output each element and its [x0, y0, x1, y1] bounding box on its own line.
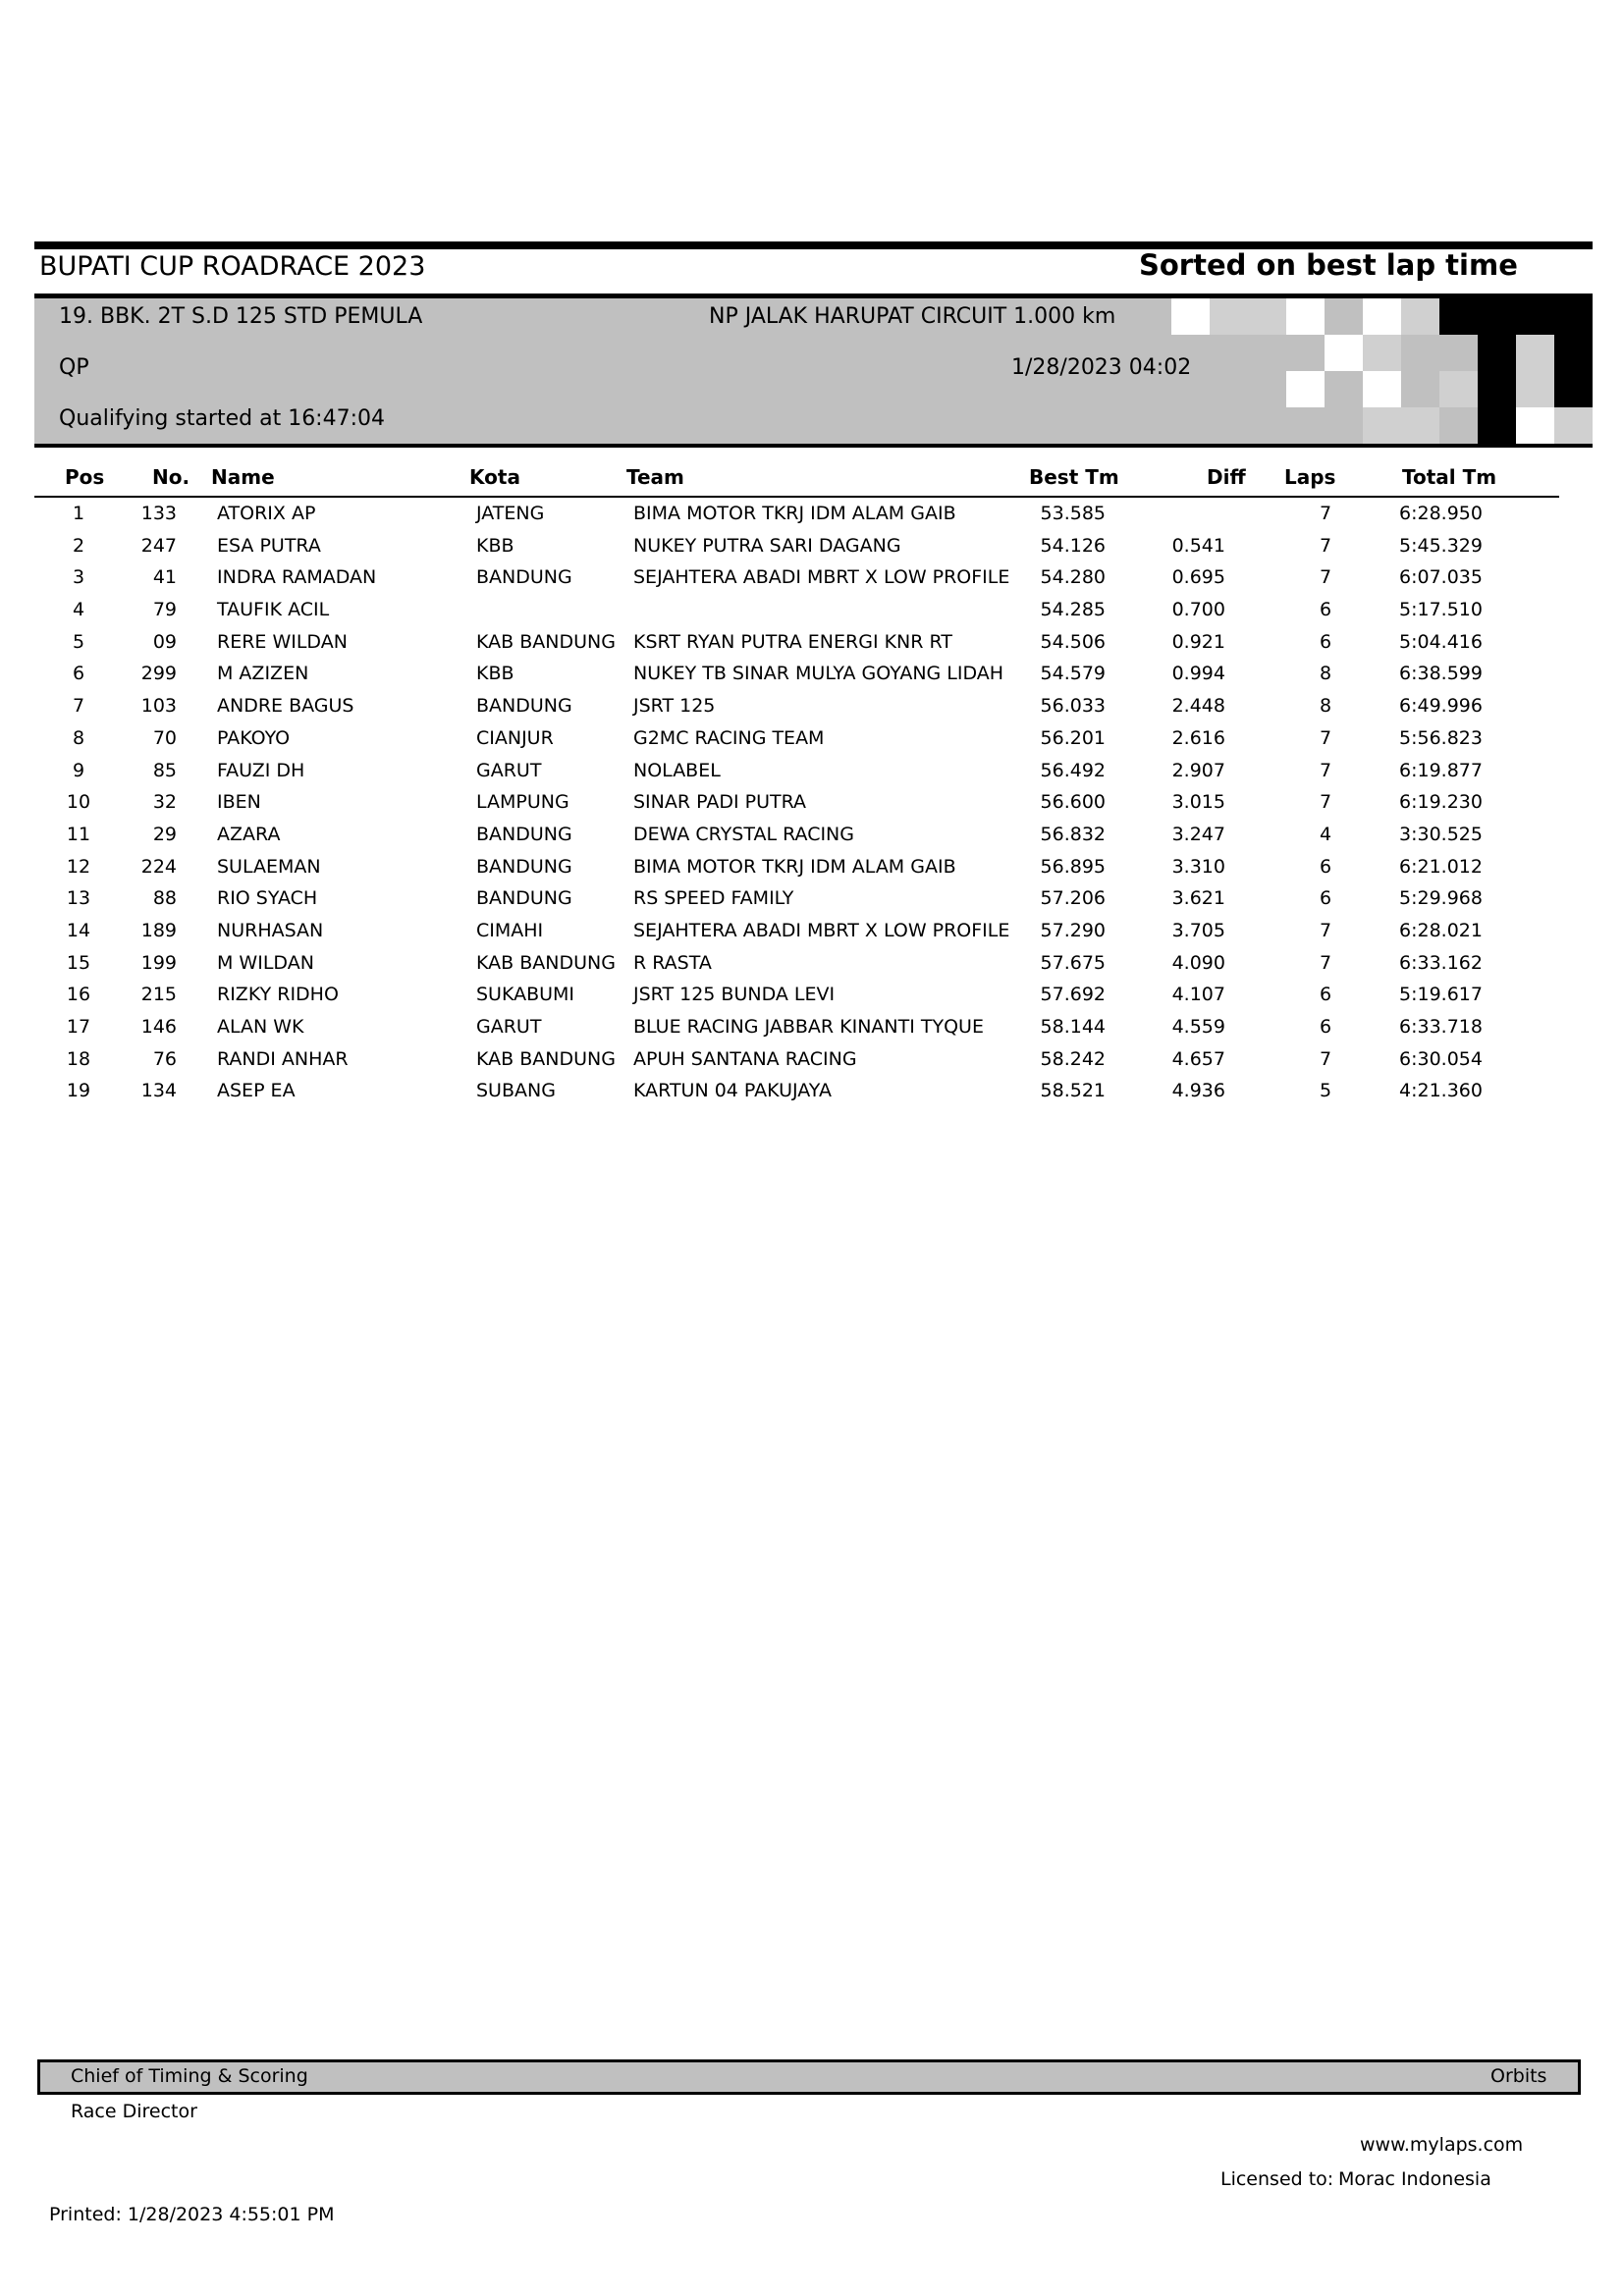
cell-no: 146	[140, 1016, 177, 1038]
flag-square	[1478, 298, 1516, 335]
cell-diff: 0.921	[1171, 630, 1225, 653]
session-date-time: 1/28/2023 04:02	[1011, 355, 1192, 380]
cell-kota: BANDUNG	[476, 855, 572, 878]
cell-name: ANDRE BAGUS	[217, 695, 354, 718]
cell-pos: 3	[72, 566, 85, 589]
cell-no: 29	[152, 823, 177, 845]
cell-no: 215	[140, 984, 177, 1006]
table-row	[0, 498, 1623, 530]
cell-laps: 6	[1319, 1016, 1332, 1038]
cell-pos: 19	[66, 1080, 91, 1102]
cell-best-time: 54.126	[1040, 534, 1106, 557]
flag-square	[1171, 298, 1210, 335]
cell-kota: JATENG	[476, 503, 545, 524]
table-row	[0, 1075, 1623, 1107]
cell-pos: 16	[66, 984, 91, 1006]
cell-laps: 7	[1319, 1047, 1332, 1070]
cell-diff: 0.695	[1171, 566, 1225, 589]
circuit-name: NP JALAK HARUPAT CIRCUIT 1.000 km	[709, 304, 1116, 329]
cell-diff: 4.657	[1171, 1047, 1225, 1070]
class-name: 19. BBK. 2T S.D 125 STD PEMULA	[59, 304, 423, 329]
website-link[interactable]: www.mylaps.com	[1360, 2134, 1524, 2156]
cell-name: RANDI ANHAR	[217, 1047, 349, 1070]
col-header-pos: Pos	[65, 465, 105, 489]
table-row	[0, 755, 1623, 787]
cell-team: BLUE RACING JABBAR KINANTI TYQUE	[633, 1016, 984, 1038]
cell-team: JSRT 125	[633, 695, 716, 718]
cell-total-time: 6:28.021	[1399, 919, 1483, 941]
cell-name: ESA PUTRA	[217, 534, 321, 557]
cell-name: ATORIX AP	[217, 503, 316, 524]
cell-total-time: 6:33.162	[1399, 951, 1483, 974]
flag-square	[1516, 335, 1554, 371]
cell-total-time: 6:30.054	[1399, 1047, 1483, 1070]
cell-no: 224	[140, 855, 177, 878]
flag-square	[1363, 298, 1401, 335]
cell-pos: 11	[66, 823, 91, 845]
table-row	[0, 722, 1623, 755]
cell-diff: 4.559	[1171, 1016, 1225, 1038]
cell-kota: SUKABUMI	[476, 984, 575, 1006]
cell-diff: 3.247	[1171, 823, 1225, 845]
cell-kota: BANDUNG	[476, 566, 572, 589]
cell-team: BIMA MOTOR TKRJ IDM ALAM GAIB	[633, 503, 956, 524]
cell-best-time: 57.692	[1040, 984, 1106, 1006]
cell-pos: 8	[72, 726, 85, 749]
col-header-diff: Diff	[1207, 465, 1246, 489]
table-row	[0, 561, 1623, 594]
cell-total-time: 3:30.525	[1399, 823, 1483, 845]
table-row	[0, 594, 1623, 626]
cell-name: RIZKY RIDHO	[217, 984, 339, 1006]
cell-pos: 6	[72, 663, 85, 685]
cell-laps: 8	[1319, 695, 1332, 718]
cell-team: NUKEY PUTRA SARI DAGANG	[633, 534, 901, 557]
cell-no: 70	[152, 726, 177, 749]
cell-pos: 15	[66, 951, 91, 974]
cell-best-time: 56.600	[1040, 791, 1106, 814]
cell-team: APUH SANTANA RACING	[633, 1047, 857, 1070]
table-row	[0, 819, 1623, 851]
col-header-team: Team	[626, 465, 684, 489]
cell-no: 85	[152, 759, 177, 781]
cell-diff: 3.621	[1171, 887, 1225, 910]
cell-laps: 7	[1319, 791, 1332, 814]
cell-kota: SUBANG	[476, 1080, 556, 1102]
cell-laps: 7	[1319, 566, 1332, 589]
cell-team: R RASTA	[633, 951, 712, 974]
cell-best-time: 56.201	[1040, 726, 1106, 749]
cell-team: BIMA MOTOR TKRJ IDM ALAM GAIB	[633, 855, 956, 878]
cell-best-time: 58.144	[1040, 1016, 1106, 1038]
cell-team: SEJAHTERA ABADI MBRT X LOW PROFILE	[633, 919, 1010, 941]
cell-no: 76	[152, 1047, 177, 1070]
table-row	[0, 851, 1623, 883]
table-row	[0, 530, 1623, 562]
cell-kota: CIANJUR	[476, 726, 554, 749]
col-header-name: Name	[211, 465, 275, 489]
flag-square	[1554, 335, 1593, 371]
cell-best-time: 56.033	[1040, 695, 1106, 718]
cell-team: NUKEY TB SINAR MULYA GOYANG LIDAH	[633, 663, 1004, 685]
flag-square	[1439, 298, 1478, 335]
cell-team: NOLABEL	[633, 759, 721, 781]
flag-square	[1554, 298, 1593, 335]
cell-diff: 4.936	[1171, 1080, 1225, 1102]
cell-diff: 0.541	[1171, 534, 1225, 557]
cell-best-time: 57.290	[1040, 919, 1106, 941]
flag-square	[1210, 298, 1248, 335]
cell-team: DEWA CRYSTAL RACING	[633, 823, 854, 845]
col-header-laps: Laps	[1284, 465, 1336, 489]
cell-pos: 4	[72, 599, 85, 621]
table-row	[0, 658, 1623, 690]
flag-square	[1516, 298, 1554, 335]
cell-team: G2MC RACING TEAM	[633, 726, 825, 749]
table-row	[0, 882, 1623, 915]
cell-pos: 17	[66, 1016, 91, 1038]
cell-name: PAKOYO	[217, 726, 291, 749]
flag-square	[1554, 407, 1593, 444]
race-director-label: Race Director	[71, 2101, 197, 2122]
cell-best-time: 53.585	[1040, 503, 1106, 524]
cell-total-time: 4:21.360	[1399, 1080, 1483, 1102]
cell-name: ASEP EA	[217, 1080, 296, 1102]
cell-kota: GARUT	[476, 1016, 542, 1038]
cell-diff: 2.616	[1171, 726, 1225, 749]
flag-square	[1516, 407, 1554, 444]
licensed-to-label: Licensed to:	[1220, 2168, 1334, 2190]
cell-name: RIO SYACH	[217, 887, 318, 910]
cell-total-time: 5:56.823	[1399, 726, 1483, 749]
cell-no: 133	[140, 503, 177, 524]
cell-total-time: 6:38.599	[1399, 663, 1483, 685]
cell-laps: 6	[1319, 887, 1332, 910]
cell-laps: 8	[1319, 663, 1332, 685]
cell-name: SULAEMAN	[217, 855, 321, 878]
cell-kota: KAB BANDUNG	[476, 1047, 616, 1070]
cell-kota: BANDUNG	[476, 695, 572, 718]
table-row	[0, 979, 1623, 1011]
cell-best-time: 54.506	[1040, 630, 1106, 653]
cell-diff: 2.448	[1171, 695, 1225, 718]
licensee-name: Morac Indonesia	[1338, 2168, 1491, 2190]
cell-no: 41	[152, 566, 177, 589]
cell-name: FAUZI DH	[217, 759, 305, 781]
col-header-kota: Kota	[469, 465, 520, 489]
cell-team: SEJAHTERA ABADI MBRT X LOW PROFILE	[633, 566, 1010, 589]
cell-best-time: 54.280	[1040, 566, 1106, 589]
cell-total-time: 6:19.877	[1399, 759, 1483, 781]
cell-team: KSRT RYAN PUTRA ENERGI KNR RT	[633, 630, 952, 653]
flag-square	[1554, 371, 1593, 407]
cell-laps: 6	[1319, 630, 1332, 653]
cell-diff: 2.907	[1171, 759, 1225, 781]
cell-no: 79	[152, 599, 177, 621]
flag-square	[1478, 371, 1516, 407]
cell-team: RS SPEED FAMILY	[633, 887, 794, 910]
flag-square	[1363, 371, 1401, 407]
cell-laps: 7	[1319, 759, 1332, 781]
flag-square	[1516, 371, 1554, 407]
cell-total-time: 6:33.718	[1399, 1016, 1483, 1038]
cell-kota: KAB BANDUNG	[476, 630, 616, 653]
cell-laps: 7	[1319, 534, 1332, 557]
cell-best-time: 58.242	[1040, 1047, 1106, 1070]
cell-team: JSRT 125 BUNDA LEVI	[633, 984, 836, 1006]
table-row	[0, 1043, 1623, 1076]
cell-kota: KAB BANDUNG	[476, 951, 616, 974]
cell-best-time: 57.206	[1040, 887, 1106, 910]
cell-best-time: 54.285	[1040, 599, 1106, 621]
cell-total-time: 5:45.329	[1399, 534, 1483, 557]
cell-diff: 4.107	[1171, 984, 1225, 1006]
col-header-best-time: Best Tm	[1029, 465, 1119, 489]
cell-diff: 3.015	[1171, 791, 1225, 814]
cell-pos: 10	[66, 791, 91, 814]
orbits-label: Orbits	[1490, 2065, 1547, 2087]
cell-pos: 13	[66, 887, 91, 910]
flag-square	[1401, 407, 1439, 444]
flag-square	[1248, 298, 1286, 335]
cell-name: M WILDAN	[217, 951, 314, 974]
cell-no: 134	[140, 1080, 177, 1102]
table-row	[0, 786, 1623, 819]
cell-laps: 6	[1319, 599, 1332, 621]
cell-pos: 2	[72, 534, 85, 557]
cell-laps: 7	[1319, 503, 1332, 524]
cell-kota: LAMPUNG	[476, 791, 569, 814]
cell-laps: 6	[1319, 855, 1332, 878]
cell-total-time: 5:17.510	[1399, 599, 1483, 621]
cell-pos: 18	[66, 1047, 91, 1070]
cell-diff: 3.310	[1171, 855, 1225, 878]
cell-laps: 6	[1319, 984, 1332, 1006]
cell-kota: BANDUNG	[476, 887, 572, 910]
cell-kota: CIMAHI	[476, 919, 544, 941]
cell-total-time: 5:04.416	[1399, 630, 1483, 653]
cell-pos: 12	[66, 855, 91, 878]
cell-no: 88	[152, 887, 177, 910]
cell-total-time: 6:28.950	[1399, 503, 1483, 524]
flag-square	[1286, 298, 1325, 335]
flag-square	[1363, 407, 1401, 444]
cell-diff: 4.090	[1171, 951, 1225, 974]
cell-laps: 5	[1319, 1080, 1332, 1102]
cell-best-time: 57.675	[1040, 951, 1106, 974]
cell-total-time: 6:49.996	[1399, 695, 1483, 718]
cell-kota: GARUT	[476, 759, 542, 781]
cell-name: AZARA	[217, 823, 281, 845]
flag-square	[1325, 335, 1363, 371]
flag-square	[1401, 298, 1439, 335]
sort-label: Sorted on best lap time	[1139, 248, 1518, 282]
cell-name: INDRA RAMADAN	[217, 566, 377, 589]
cell-laps: 7	[1319, 951, 1332, 974]
cell-kota: KBB	[476, 663, 514, 685]
cell-no: 09	[152, 630, 177, 653]
cell-no: 299	[140, 663, 177, 685]
table-row	[0, 626, 1623, 659]
flag-square	[1439, 371, 1478, 407]
cell-total-time: 6:07.035	[1399, 566, 1483, 589]
table-row	[0, 915, 1623, 947]
cell-team: KARTUN 04 PAKUJAYA	[633, 1080, 832, 1102]
cell-name: M AZIZEN	[217, 663, 309, 685]
flag-square	[1363, 335, 1401, 371]
cell-total-time: 6:19.230	[1399, 791, 1483, 814]
cell-name: TAUFIK ACIL	[217, 599, 330, 621]
cell-laps: 4	[1319, 823, 1332, 845]
cell-pos: 7	[72, 695, 85, 718]
cell-best-time: 56.492	[1040, 759, 1106, 781]
results-table-body	[0, 498, 1623, 1107]
cell-laps: 7	[1319, 919, 1332, 941]
cell-pos: 14	[66, 919, 91, 941]
cell-pos: 1	[72, 503, 85, 524]
cell-best-time: 56.832	[1040, 823, 1106, 845]
cell-total-time: 5:29.968	[1399, 887, 1483, 910]
cell-pos: 5	[72, 630, 85, 653]
cell-name: RERE WILDAN	[217, 630, 348, 653]
cell-no: 103	[140, 695, 177, 718]
cell-pos: 9	[72, 759, 85, 781]
cell-no: 189	[140, 919, 177, 941]
cell-no: 199	[140, 951, 177, 974]
col-header-total-time: Total Tm	[1402, 465, 1497, 489]
cell-name: ALAN WK	[217, 1016, 304, 1038]
chief-of-timing-label: Chief of Timing & Scoring	[71, 2065, 308, 2087]
flag-square	[1286, 371, 1325, 407]
cell-best-time: 56.895	[1040, 855, 1106, 878]
cell-diff: 3.705	[1171, 919, 1225, 941]
table-row	[0, 1011, 1623, 1043]
cell-total-time: 5:19.617	[1399, 984, 1483, 1006]
session-start-text: Qualifying started at 16:47:04	[59, 406, 385, 431]
printed-timestamp: Printed: 1/28/2023 4:55:01 PM	[49, 2204, 335, 2225]
table-row	[0, 947, 1623, 980]
cell-kota: BANDUNG	[476, 823, 572, 845]
cell-no: 32	[152, 791, 177, 814]
cell-diff: 0.700	[1171, 599, 1225, 621]
flag-square	[1478, 407, 1516, 444]
cell-diff: 0.994	[1171, 663, 1225, 685]
cell-kota: KBB	[476, 534, 514, 557]
cell-best-time: 58.521	[1040, 1080, 1106, 1102]
table-row	[0, 690, 1623, 722]
col-header-no: No.	[152, 465, 190, 489]
cell-laps: 7	[1319, 726, 1332, 749]
cell-no: 247	[140, 534, 177, 557]
event-title: BUPATI CUP ROADRACE 2023	[39, 251, 426, 282]
cell-name: NURHASAN	[217, 919, 324, 941]
cell-team: SINAR PADI PUTRA	[633, 791, 807, 814]
cell-best-time: 54.579	[1040, 663, 1106, 685]
session-type: QP	[59, 355, 89, 380]
cell-name: IBEN	[217, 791, 261, 814]
flag-square	[1478, 335, 1516, 371]
cell-total-time: 6:21.012	[1399, 855, 1483, 878]
